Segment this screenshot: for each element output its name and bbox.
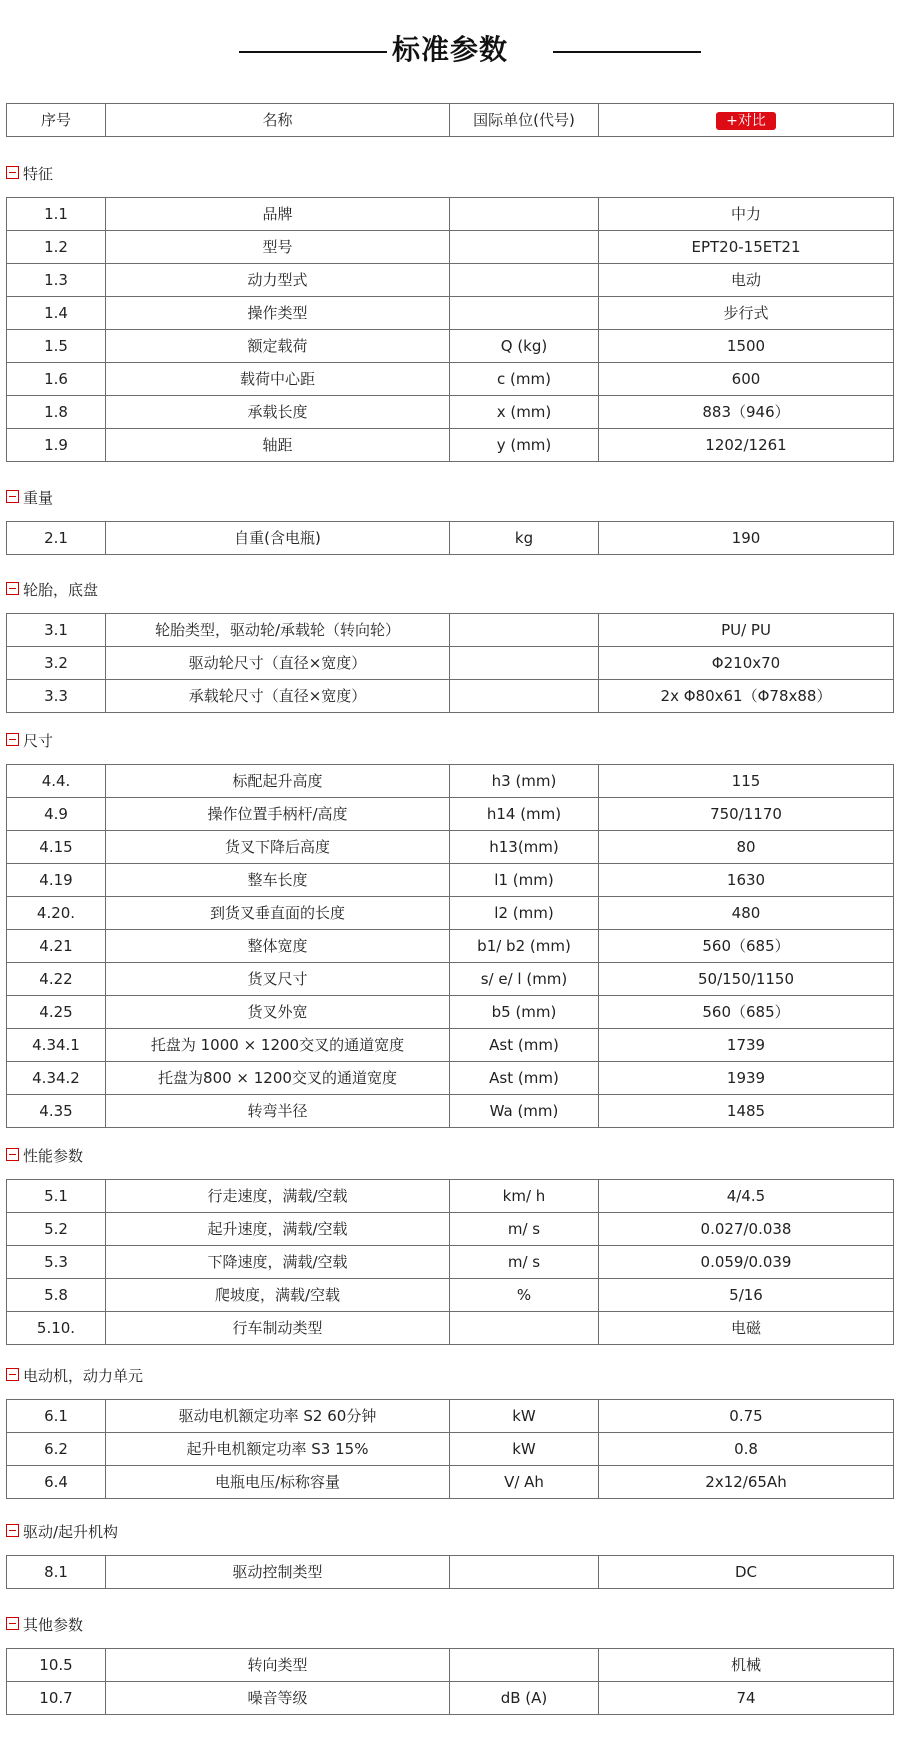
cell-name: 承载长度 [106,396,450,429]
cell-no: 1.6 [7,363,106,396]
section-heading[interactable] [6,731,53,751]
cell-no: 3.1 [7,614,106,647]
cell-no: 4.22 [7,963,106,996]
cell-value: 750/1170 [599,798,894,831]
cell-value: 0.8 [599,1433,894,1466]
header-row [7,104,894,137]
cell-unit [450,614,599,647]
collapse-minus-icon[interactable] [6,1148,19,1161]
cell-name: 标配起升高度 [106,765,450,798]
header-unit: 国际单位(代号) [450,104,599,137]
cell-name: 驱动电机额定功率 S2 60分钟 [106,1400,450,1433]
table-row [7,1312,894,1345]
table-row [7,363,894,396]
cell-unit: kW [450,1433,599,1466]
cell-no: 1.5 [7,330,106,363]
table-row [7,1180,894,1213]
table-row [7,297,894,330]
cell-name: 自重(含电瓶) [106,522,450,555]
table-row [7,396,894,429]
cell-no: 3.3 [7,680,106,713]
cell-value: 1485 [599,1095,894,1128]
cell-unit [450,264,599,297]
cell-unit: kW [450,1400,599,1433]
section-heading[interactable] [6,1522,118,1542]
cell-name: 噪音等级 [106,1682,450,1715]
cell-no: 4.4. [7,765,106,798]
cell-name: 驱动控制类型 [106,1556,450,1589]
cell-unit [450,1312,599,1345]
cell-name: 型号 [106,231,450,264]
section-heading[interactable] [6,580,98,600]
table-row [7,831,894,864]
cell-value: DC [599,1556,894,1589]
spec-table [6,197,894,462]
cell-unit: l1 (mm) [450,864,599,897]
cell-unit: s/ e/ l (mm) [450,963,599,996]
cell-no: 6.1 [7,1400,106,1433]
cell-unit [450,647,599,680]
cell-no: 10.7 [7,1682,106,1715]
cell-value: 2x12/65Ah [599,1466,894,1499]
spec-table [6,521,894,555]
section-title: 特征 [23,165,54,183]
cell-unit: x (mm) [450,396,599,429]
section-title: 轮胎，底盘 [23,581,99,599]
cell-value: 机械 [599,1649,894,1682]
table-row [7,1466,894,1499]
cell-value: 560（685） [599,996,894,1029]
table-row [7,864,894,897]
cell-no: 6.4 [7,1466,106,1499]
cell-value: 883（946） [599,396,894,429]
cell-name: 额定载荷 [106,330,450,363]
collapse-minus-icon[interactable] [6,166,19,179]
cell-unit: c (mm) [450,363,599,396]
table-row [7,1062,894,1095]
collapse-minus-icon[interactable] [6,1617,19,1630]
cell-unit: y (mm) [450,429,599,462]
cell-name: 操作类型 [106,297,450,330]
cell-name: 转弯半径 [106,1095,450,1128]
cell-no: 4.25 [7,996,106,1029]
cell-value: 5/16 [599,1279,894,1312]
cell-name: 整车长度 [106,864,450,897]
cell-no: 5.10. [7,1312,106,1345]
cell-name: 驱动轮尺寸（直径×宽度） [106,647,450,680]
cell-no: 2.1 [7,522,106,555]
section-title: 重量 [23,489,54,507]
cell-unit [450,231,599,264]
cell-no: 4.35 [7,1095,106,1128]
cell-unit: kg [450,522,599,555]
cell-name: 起升速度，满载/空载 [106,1213,450,1246]
table-row [7,614,894,647]
cell-no: 1.8 [7,396,106,429]
cell-unit: m/ s [450,1246,599,1279]
collapse-minus-icon[interactable] [6,490,19,503]
cell-name: 电瓶电压/标称容量 [106,1466,450,1499]
section-heading[interactable] [6,1366,143,1386]
title-divider-right [553,51,701,53]
table-row [7,1400,894,1433]
cell-no: 4.34.2 [7,1062,106,1095]
cell-value: 1739 [599,1029,894,1062]
table-row [7,1682,894,1715]
cell-name: 轮胎类型，驱动轮/承载轮（转向轮） [106,614,450,647]
cell-no: 4.34.1 [7,1029,106,1062]
header-compare-cell [599,104,894,137]
spec-table [6,1648,894,1715]
section-title: 驱动/起升机构 [23,1523,119,1541]
cell-no: 1.2 [7,231,106,264]
cell-value: PU/ PU [599,614,894,647]
section-title: 其他参数 [23,1616,84,1634]
cell-name: 载荷中心距 [106,363,450,396]
cell-no: 5.2 [7,1213,106,1246]
cell-unit: h3 (mm) [450,765,599,798]
cell-no: 1.4 [7,297,106,330]
table-row [7,1649,894,1682]
section-heading[interactable] [6,1615,83,1635]
cell-value: 2x Φ80x61（Φ78x88） [599,680,894,713]
cell-no: 8.1 [7,1556,106,1589]
cell-no: 3.2 [7,647,106,680]
cell-no: 4.20. [7,897,106,930]
spec-table [6,1179,894,1345]
cell-name: 动力型式 [106,264,450,297]
table-row [7,1095,894,1128]
cell-name: 行车制动类型 [106,1312,450,1345]
cell-value: 1939 [599,1062,894,1095]
cell-no: 1.1 [7,198,106,231]
cell-value: 560（685） [599,930,894,963]
cell-no: 10.5 [7,1649,106,1682]
page-title: 标准参数 [391,33,508,66]
cell-name: 操作位置手柄杆/高度 [106,798,450,831]
table-row [7,963,894,996]
table-row [7,996,894,1029]
cell-value: 中力 [599,198,894,231]
section-title: 电动机，动力单元 [23,1367,144,1385]
cell-name: 整体宽度 [106,930,450,963]
cell-value: 480 [599,897,894,930]
table-row [7,1279,894,1312]
section-title: 性能参数 [23,1147,84,1165]
cell-name: 托盘为800 × 1200交叉的通道宽度 [106,1062,450,1095]
cell-name: 行走速度，满载/空载 [106,1180,450,1213]
cell-unit: dB (A) [450,1682,599,1715]
cell-name: 到货叉垂直面的长度 [106,897,450,930]
cell-name: 品牌 [106,198,450,231]
cell-no: 5.8 [7,1279,106,1312]
table-row [7,264,894,297]
spec-table [6,613,894,713]
section-heading[interactable] [6,1146,83,1166]
table-row [7,1556,894,1589]
cell-no: 5.3 [7,1246,106,1279]
table-row [7,198,894,231]
cell-name: 轴距 [106,429,450,462]
cell-unit: V/ Ah [450,1466,599,1499]
cell-no: 4.19 [7,864,106,897]
collapse-minus-icon[interactable] [6,733,19,746]
section-heading[interactable] [6,164,53,184]
cell-value: 0.027/0.038 [599,1213,894,1246]
cell-unit: Ast (mm) [450,1062,599,1095]
cell-value: 74 [599,1682,894,1715]
table-row [7,429,894,462]
cell-value: 0.059/0.039 [599,1246,894,1279]
table-row [7,897,894,930]
cell-value: 50/150/1150 [599,963,894,996]
cell-unit [450,1556,599,1589]
cell-value: 0.75 [599,1400,894,1433]
cell-unit: km/ h [450,1180,599,1213]
table-row [7,330,894,363]
cell-value: 80 [599,831,894,864]
cell-name: 承载轮尺寸（直径×宽度） [106,680,450,713]
spec-table [6,764,894,1128]
cell-unit [450,297,599,330]
section-title: 尺寸 [23,732,54,750]
compare-button[interactable]: +对比 [716,112,776,130]
cell-name: 货叉尺寸 [106,963,450,996]
cell-name: 起升电机额定功率 S3 15% [106,1433,450,1466]
cell-value: 步行式 [599,297,894,330]
cell-value: 115 [599,765,894,798]
table-row [7,522,894,555]
cell-value: 1630 [599,864,894,897]
table-row [7,1029,894,1062]
cell-value: 1202/1261 [599,429,894,462]
cell-value: 电动 [599,264,894,297]
cell-name: 货叉下降后高度 [106,831,450,864]
cell-unit: m/ s [450,1213,599,1246]
cell-no: 4.15 [7,831,106,864]
table-row [7,680,894,713]
table-row [7,930,894,963]
spec-table [6,1555,894,1589]
spec-table [6,1399,894,1499]
cell-value: 电磁 [599,1312,894,1345]
cell-name: 下降速度，满载/空载 [106,1246,450,1279]
cell-value: Φ210x70 [599,647,894,680]
cell-unit [450,198,599,231]
cell-unit: b5 (mm) [450,996,599,1029]
collapse-minus-icon[interactable] [6,1524,19,1537]
table-row [7,1213,894,1246]
cell-unit: h14 (mm) [450,798,599,831]
cell-no: 1.3 [7,264,106,297]
cell-value: 190 [599,522,894,555]
cell-no: 6.2 [7,1433,106,1466]
cell-unit: l2 (mm) [450,897,599,930]
table-row [7,765,894,798]
cell-unit: % [450,1279,599,1312]
cell-unit [450,680,599,713]
header-name: 名称 [106,104,450,137]
cell-unit [450,1649,599,1682]
cell-name: 货叉外宽 [106,996,450,1029]
table-row [7,231,894,264]
table-row [7,1246,894,1279]
spec-header-table [6,103,894,137]
cell-unit: Q (kg) [450,330,599,363]
page-header [0,0,900,103]
cell-value: 600 [599,363,894,396]
collapse-minus-icon[interactable] [6,1368,19,1381]
cell-no: 1.9 [7,429,106,462]
cell-unit: h13(mm) [450,831,599,864]
cell-value: 4/4.5 [599,1180,894,1213]
cell-value: 1500 [599,330,894,363]
collapse-minus-icon[interactable] [6,582,19,595]
cell-unit: Ast (mm) [450,1029,599,1062]
cell-no: 4.21 [7,930,106,963]
cell-unit: Wa (mm) [450,1095,599,1128]
cell-no: 4.9 [7,798,106,831]
table-row [7,1433,894,1466]
cell-value: EPT20-15ET21 [599,231,894,264]
table-row [7,647,894,680]
section-heading[interactable] [6,488,53,508]
table-row [7,798,894,831]
header-no: 序号 [7,104,106,137]
cell-unit: b1/ b2 (mm) [450,930,599,963]
cell-name: 爬坡度，满载/空载 [106,1279,450,1312]
cell-name: 托盘为 1000 × 1200交叉的通道宽度 [106,1029,450,1062]
cell-no: 5.1 [7,1180,106,1213]
cell-name: 转向类型 [106,1649,450,1682]
